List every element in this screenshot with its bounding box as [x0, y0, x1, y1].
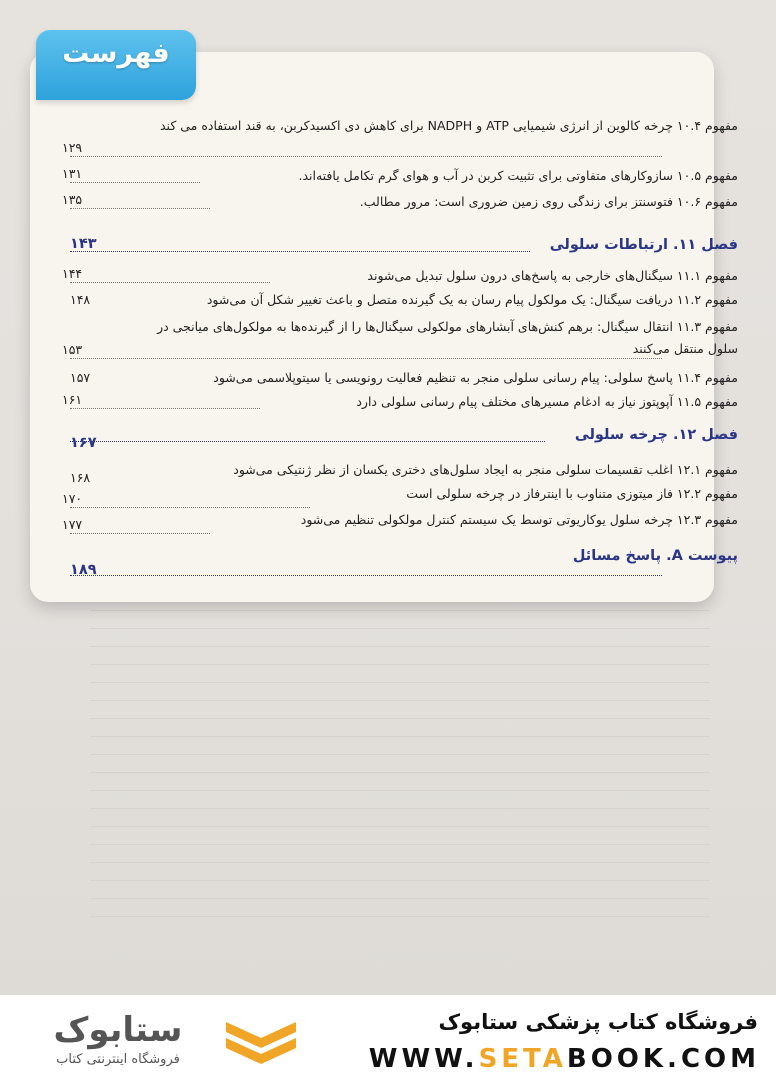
- toc-entry-text: مفهوم ۱۱.۲ دریافت سیگنال: یک مولکول پیام رسان به یک گیرنده متصل و باعث تغییر شکل آن می‌شود: [206, 292, 738, 307]
- toc-leader: [70, 440, 545, 442]
- toc-entry-page: ۱۷۰: [62, 491, 86, 506]
- url-part2: BOOK.COM: [566, 1044, 760, 1074]
- toc-leader: [62, 266, 270, 283]
- toc-entry-text: مفهوم ۱۲.۱ اغلب تقسیمات سلولی منجر به ایجاد سلول‌های دختری یکسان از نظر ژنتیکی می‌شود: [233, 462, 738, 477]
- chevron-logo-icon: [220, 1018, 302, 1064]
- store-logo-tagline: فروشگاه اینترنتی کتاب: [56, 1052, 180, 1067]
- toc-entry-page: ۱۳۵: [62, 192, 86, 207]
- toc-leader: [70, 250, 530, 252]
- toc-entry[interactable]: [126, 512, 738, 527]
- toc-leader: [70, 574, 662, 576]
- toc-entry-text: مفهوم ۱۲.۳ چرخه سلول یوکاریوتی توسط یک سیستم کنترل مولکولی تنظیم می‌شود: [300, 512, 738, 527]
- toc-leader: [62, 140, 662, 157]
- toc-leader: [62, 192, 210, 209]
- toc-title: فهرست: [62, 38, 170, 69]
- store-logo-word: ستابوک: [53, 1010, 183, 1050]
- toc-entry-page: ۱۶۱: [62, 392, 86, 407]
- toc-entry-text: مفهوم ۱۰.۴ چرخه کالوین از انرژی شیمیایی ATP و NADPH برای کاهش دی اکسیدکربن، به قند استفاده می کند: [159, 118, 738, 133]
- toc-chapter-title: فصل ۱۲. چرخه سلولی: [574, 427, 738, 443]
- toc-entry[interactable]: [126, 292, 738, 307]
- toc-chapter-page: ۱۸۹: [70, 562, 97, 578]
- toc-entry-page: ۱۵۳: [62, 342, 86, 357]
- toc-entry[interactable]: [126, 168, 738, 183]
- bleed-through-text: [90, 610, 710, 970]
- store-url[interactable]: [369, 1044, 760, 1074]
- toc-entry-text: مفهوم ۱۰.۶ فتوسنتز برای زندگی روی زمین ضروری است: مرور مطالب.: [359, 194, 738, 209]
- toc-chapter-page: ۱۶۷: [70, 435, 97, 451]
- toc-entry-text: مفهوم ۱۱.۳ انتقال سیگنال: برهم کنش‌های آبشارهای مولکولی سیگنال‌ها را از گیرنده‌ها به مولکول‌های میانجی در سلول منتقل می‌کنند: [157, 319, 738, 356]
- toc-entry-page: ۱۴۸: [70, 292, 91, 307]
- toc-chapter-title: فصل ۱۱. ارتباطات سلولی: [549, 237, 738, 253]
- toc-title-tab: [36, 30, 196, 100]
- toc-entry-text: مفهوم ۱۰.۵ سازوکارهای متفاوتی برای تثبیت کربن در آب و هوای گرم تکامل یافته‌اند.: [298, 168, 738, 183]
- toc-entry-text: مفهوم ۱۱.۵ آپوپتوز نیاز به ادغام مسیرهای مختلف پیام رسانی سلولی دارد: [356, 394, 738, 409]
- toc-chapter-page: ۱۴۳: [70, 236, 97, 252]
- toc-leader: [62, 166, 200, 183]
- toc-entry[interactable]: [126, 370, 738, 385]
- toc-entry-text: مفهوم ۱۲.۲ فاز میتوزی متناوب با اینترفاز در چرخه سلولی است: [406, 486, 738, 501]
- toc-leader: [62, 342, 662, 359]
- toc-entry-page: ۱۶۸: [70, 470, 91, 485]
- toc-chapter-title: پیوست A. پاسخ مسائل: [572, 548, 738, 564]
- toc-chapter[interactable]: [126, 548, 738, 564]
- toc-entry[interactable]: [126, 194, 738, 209]
- toc-entry-page: ۱۵۷: [70, 370, 91, 385]
- toc-entry[interactable]: [126, 462, 738, 477]
- toc-entry-text: مفهوم ۱۱.۱ سیگنال‌های خارجی به پاسخ‌های درون سلول تبدیل می‌شوند: [367, 268, 738, 283]
- toc-entry-text: مفهوم ۱۱.۴ پاسخ سلولی: پیام رسانی سلولی منجر به تنظیم فعالیت رونویسی یا سیتوپلاسمی می‌شود: [213, 370, 738, 385]
- toc-entry-page: ۱۲۹: [62, 140, 86, 155]
- toc-entry-page: ۱۳۱: [62, 166, 86, 181]
- toc-entry-page: ۱۴۴: [62, 266, 86, 281]
- url-accent: SETA: [478, 1044, 567, 1074]
- url-part1: WWW.: [368, 1044, 479, 1074]
- store-name: فروشگاه کتاب پزشکی ستابوک: [438, 1010, 758, 1034]
- toc-leader: [62, 392, 260, 409]
- toc-leader: [62, 517, 210, 534]
- toc-entry-page: ۱۷۷: [62, 517, 86, 532]
- toc-leader: [62, 491, 310, 508]
- toc-entry[interactable]: [126, 118, 738, 133]
